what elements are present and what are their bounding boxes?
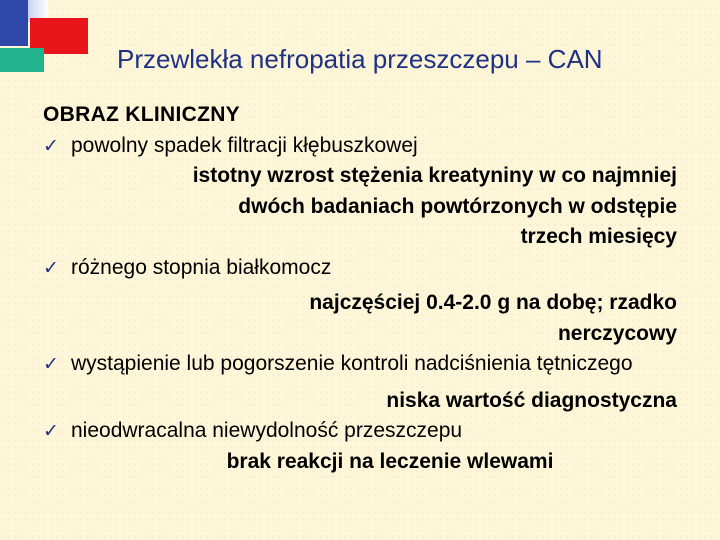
bullet-text: różnego stopnia białkomocz: [71, 255, 332, 279]
bullet-detail: trzech miesięcy: [520, 225, 677, 248]
logo-teal-square: [0, 48, 44, 72]
slide-logo: [0, 0, 100, 80]
slide-title: Przewlekła nefropatia przeszczepu – CAN: [117, 44, 603, 74]
bullet-item: [43, 253, 677, 284]
bullet-item: [43, 131, 677, 162]
bullet-detail: niska wartość diagnostyczna: [386, 388, 677, 412]
section-heading: OBRAZ KLINICZNY: [43, 103, 240, 126]
bullet-detail: nerczycowy: [557, 321, 677, 345]
checkmark-icon: ✓: [43, 256, 59, 279]
bullet-item: [43, 349, 677, 380]
bullet-text: nieodwracalna niewydolność przeszczepu: [71, 419, 463, 442]
bullet-detail: najczęściej 0.4-2.0 g na dobę; rzadko: [309, 291, 677, 314]
slide-content: [43, 100, 677, 477]
bullet-item: [43, 416, 677, 447]
logo-blue-square: [0, 0, 28, 46]
checkmark-icon: ✓: [43, 353, 59, 375]
bullet-text: wystąpienie lub pogorszenie kontroli nadciśnienia tętniczego: [71, 352, 633, 375]
checkmark-icon: ✓: [43, 134, 59, 157]
bullet-detail: dwóch badaniach powtórzonych w odstępie: [238, 194, 677, 218]
bullet-detail: brak reakcji na leczenie wlewami: [226, 449, 554, 473]
bullet-text: powolny spadek filtracji kłębuszkowej: [71, 133, 418, 157]
bullet-detail: istotny wzrost stężenia kreatyniny w co najmniej: [192, 164, 677, 187]
checkmark-icon: ✓: [43, 420, 59, 442]
